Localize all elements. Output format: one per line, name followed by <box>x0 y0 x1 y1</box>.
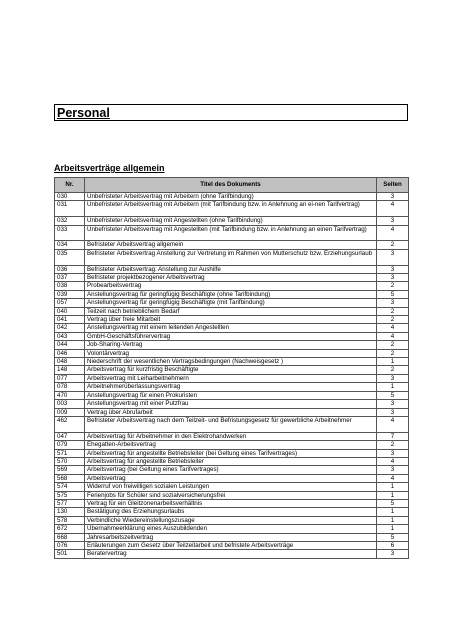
cell-title: Beratervertrag <box>85 550 377 558</box>
cell-title: Anstellungsvertrag für geringfügig Beschäftigte (ohne Tarifbindung) <box>85 290 377 298</box>
cell-nr: 033 <box>55 225 85 241</box>
cell-nr: 570 <box>55 457 85 465</box>
cell-nr: 048 <box>55 358 85 366</box>
table-row <box>55 332 409 340</box>
cell-title: Teilzeit nach betrieblichem Bedarf <box>85 307 377 315</box>
table-header-row <box>55 178 409 193</box>
cell-title: Anstellungsvertrag für einen Prokuristen <box>85 391 377 399</box>
table-row <box>55 483 409 491</box>
cell-title: Vertrag über freie Mitarbeit <box>85 316 377 324</box>
cell-pages: 5 <box>377 499 409 507</box>
cell-pages: 1 <box>377 383 409 391</box>
cell-pages: 2 <box>377 307 409 315</box>
cell-nr: 032 <box>55 217 85 225</box>
cell-title: Probearbeitsvertrag <box>85 282 377 290</box>
cell-title: Unbefristeter Arbeitsvertrag mit Arbeitern (ohne Tarifbindung) <box>85 193 377 201</box>
table-row <box>55 217 409 225</box>
cell-title: Arbeitsvertrag mit Leiharbeitnehmern <box>85 374 377 382</box>
cell-pages: 3 <box>377 408 409 416</box>
table-row <box>55 290 409 298</box>
table-row <box>55 533 409 541</box>
table-row <box>55 366 409 374</box>
cell-title: Unbefristeter Arbeitsvertrag mit Arbeitern (mit Tarifbindung bzw. in Anlehnung an ei-nen Tarifvertrag) <box>85 201 377 217</box>
cell-pages: 4 <box>377 201 409 217</box>
cell-pages: 3 <box>377 299 409 307</box>
cell-title: Vertrag über Abrufarbeit <box>85 408 377 416</box>
cell-title: Arbeitnehmerüberlassungsvertrag <box>85 383 377 391</box>
cell-title: Anstellungsvertrag mit einer Putzfrau <box>85 400 377 408</box>
cell-nr: 035 <box>55 249 85 265</box>
cell-nr: 568 <box>55 474 85 482</box>
cell-nr: 044 <box>55 341 85 349</box>
cell-nr: 003 <box>55 400 85 408</box>
cell-nr: 571 <box>55 449 85 457</box>
table-row <box>55 225 409 241</box>
cell-pages: 1 <box>377 508 409 516</box>
table-row <box>55 416 409 432</box>
cell-nr: 047 <box>55 432 85 440</box>
cell-pages: 2 <box>377 241 409 249</box>
cell-title: Vertrag für ein Gleitzonenarbeitsverhältnis <box>85 499 377 507</box>
cell-pages: 3 <box>377 249 409 265</box>
cell-nr: 057 <box>55 299 85 307</box>
cell-pages: 1 <box>377 516 409 524</box>
cell-pages: 2 <box>377 282 409 290</box>
cell-nr: 043 <box>55 332 85 340</box>
table-row <box>55 299 409 307</box>
cell-pages: 3 <box>377 466 409 474</box>
table-row <box>55 316 409 324</box>
cell-nr: 077 <box>55 374 85 382</box>
cell-nr: 036 <box>55 265 85 273</box>
table-row <box>55 449 409 457</box>
cell-pages: 3 <box>377 374 409 382</box>
documents-table <box>54 177 409 559</box>
cell-pages: 4 <box>377 474 409 482</box>
cell-pages: 3 <box>377 274 409 282</box>
cell-nr: 577 <box>55 499 85 507</box>
table-row <box>55 508 409 516</box>
cell-pages: 4 <box>377 225 409 241</box>
cell-pages: 1 <box>377 525 409 533</box>
cell-title: Arbeitsvertrag für angestellte Betriebsleiter <box>85 457 377 465</box>
table-row <box>55 358 409 366</box>
cell-pages: 3 <box>377 217 409 225</box>
cell-pages: 3 <box>377 400 409 408</box>
page-heading: Personal <box>57 106 110 120</box>
cell-nr: 079 <box>55 441 85 449</box>
cell-title: Arbeitsvertrag (bei Geltung eines Tarifvertrages) <box>85 466 377 474</box>
cell-nr: 462 <box>55 416 85 432</box>
heading-box <box>54 104 408 121</box>
cell-nr: 030 <box>55 193 85 201</box>
table-row <box>55 374 409 382</box>
cell-title: Befristeter Arbeitsvertrag: Anstellung zur Aushilfe <box>85 265 377 273</box>
cell-nr: 078 <box>55 383 85 391</box>
table-row <box>55 349 409 357</box>
table-row <box>55 391 409 399</box>
cell-nr: 668 <box>55 533 85 541</box>
table-row <box>55 491 409 499</box>
cell-nr: 009 <box>55 408 85 416</box>
cell-pages: 2 <box>377 341 409 349</box>
cell-pages: 7 <box>377 432 409 440</box>
cell-nr: 034 <box>55 241 85 249</box>
cell-title: Anstellungsvertrag mit einem leitenden Angestellten <box>85 324 377 332</box>
cell-pages: 5 <box>377 533 409 541</box>
cell-nr: 578 <box>55 516 85 524</box>
cell-title: Niederschrift der wesentlichen Vertragsbedingungen (Nachweisgesetz ) <box>85 358 377 366</box>
cell-nr: 130 <box>55 508 85 516</box>
cell-nr: 039 <box>55 290 85 298</box>
cell-title: Jahresarbeitszeitvertrag <box>85 533 377 541</box>
cell-nr: 042 <box>55 324 85 332</box>
cell-title: Widerruf von freiwilligen sozialen Leistungen <box>85 483 377 491</box>
cell-pages: 5 <box>377 290 409 298</box>
column-header-pages: Seiten <box>377 178 409 193</box>
cell-title: Arbeitsvertrag für angestellte Betriebsleiter (bei Geltung eines Tarifvertrages) <box>85 449 377 457</box>
cell-nr: 501 <box>55 550 85 558</box>
cell-nr: 046 <box>55 349 85 357</box>
cell-title: Arbeitsvertrag für kurzfristig Beschäftigte <box>85 366 377 374</box>
cell-pages: 4 <box>377 324 409 332</box>
table-row <box>55 516 409 524</box>
cell-title: Befristeter Arbeitsvertrag nach dem Teilzeit- und Befristungsgesetz für gewerbliche Arbeitnehmer <box>85 416 377 432</box>
column-header-nr: Nr. <box>55 178 85 193</box>
cell-title: Befristeter projektbezogener Arbeitsvertrag <box>85 274 377 282</box>
table-row <box>55 408 409 416</box>
cell-nr: 575 <box>55 491 85 499</box>
cell-title: Verbindliche Wiedereinstellungszusage <box>85 516 377 524</box>
cell-pages: 3 <box>377 449 409 457</box>
table-row <box>55 282 409 290</box>
cell-nr: 148 <box>55 366 85 374</box>
cell-pages: 2 <box>377 316 409 324</box>
cell-title: Unbefristeter Arbeitsvertrag mit Angestellten (mit Tarifbindung bzw. in Anlehnung an einen Tarifvertrag) <box>85 225 377 241</box>
cell-pages: 1 <box>377 358 409 366</box>
table-row <box>55 383 409 391</box>
cell-title: Übernahmeerklärung eines Auszubildenden <box>85 525 377 533</box>
cell-nr: 037 <box>55 274 85 282</box>
cell-pages: 3 <box>377 550 409 558</box>
table-row <box>55 400 409 408</box>
table-row <box>55 466 409 474</box>
cell-nr: 038 <box>55 282 85 290</box>
cell-title: Job-Sharing-Vertrag <box>85 341 377 349</box>
cell-title: Unbefristeter Arbeitsvertrag mit Angestellten (ohne Tarifbindung) <box>85 217 377 225</box>
table-row <box>55 474 409 482</box>
cell-pages: 5 <box>377 391 409 399</box>
cell-pages: 6 <box>377 542 409 550</box>
table-row <box>55 265 409 273</box>
cell-pages: 4 <box>377 416 409 432</box>
cell-nr: 672 <box>55 525 85 533</box>
cell-nr: 031 <box>55 201 85 217</box>
cell-title: Befristeter Arbeitsvertrag Anstellung zur Vertretung im Rahmen von Mutterschutz bzw. Erziehungsurlaub <box>85 249 377 265</box>
table-row <box>55 525 409 533</box>
table-row <box>55 432 409 440</box>
table-row <box>55 542 409 550</box>
cell-title: Erläuterungen zum Gesetz über Teilzeitarbeit und befristete Arbeitsverträge <box>85 542 377 550</box>
cell-pages: 1 <box>377 483 409 491</box>
cell-nr: 040 <box>55 307 85 315</box>
cell-pages: 2 <box>377 441 409 449</box>
cell-title: Ehegatten-Arbeitsvertrag <box>85 441 377 449</box>
cell-pages: 1 <box>377 491 409 499</box>
cell-nr: 574 <box>55 483 85 491</box>
cell-nr: 470 <box>55 391 85 399</box>
table-row <box>55 341 409 349</box>
cell-title: Bestätigung des Erziehungsurlaubs <box>85 508 377 516</box>
cell-title: Befristeter Arbeitsvertrag allgemein <box>85 241 377 249</box>
cell-pages: 3 <box>377 265 409 273</box>
cell-nr: 076 <box>55 542 85 550</box>
table-row <box>55 201 409 217</box>
cell-title: Arbeitsvertrag <box>85 474 377 482</box>
table-row <box>55 324 409 332</box>
cell-title: GmbH-Geschäftsführervertrag <box>85 332 377 340</box>
table-row <box>55 457 409 465</box>
table-row <box>55 249 409 265</box>
table-row <box>55 241 409 249</box>
cell-title: Ferienjobs für Schüler sind sozialversicherungsfrei <box>85 491 377 499</box>
table-row <box>55 499 409 507</box>
table-row <box>55 193 409 201</box>
cell-pages: 3 <box>377 193 409 201</box>
cell-pages: 2 <box>377 349 409 357</box>
table-row <box>55 274 409 282</box>
column-header-title: Titel des Dokuments <box>85 178 377 193</box>
cell-title: Anstellungsvertrag für geringfügig Beschäftigte (mit Tarifbindung) <box>85 299 377 307</box>
cell-pages: 4 <box>377 457 409 465</box>
table-row <box>55 550 409 558</box>
section-title: Arbeitsverträge allgemein <box>54 163 165 173</box>
table-row <box>55 441 409 449</box>
cell-title: Arbeitsvertrag für Arbeitnehmer in den Elektrohandwerken <box>85 432 377 440</box>
cell-pages: 2 <box>377 366 409 374</box>
table-row <box>55 307 409 315</box>
cell-nr: 569 <box>55 466 85 474</box>
cell-pages: 4 <box>377 332 409 340</box>
cell-nr: 041 <box>55 316 85 324</box>
cell-title: Volontärvertrag <box>85 349 377 357</box>
